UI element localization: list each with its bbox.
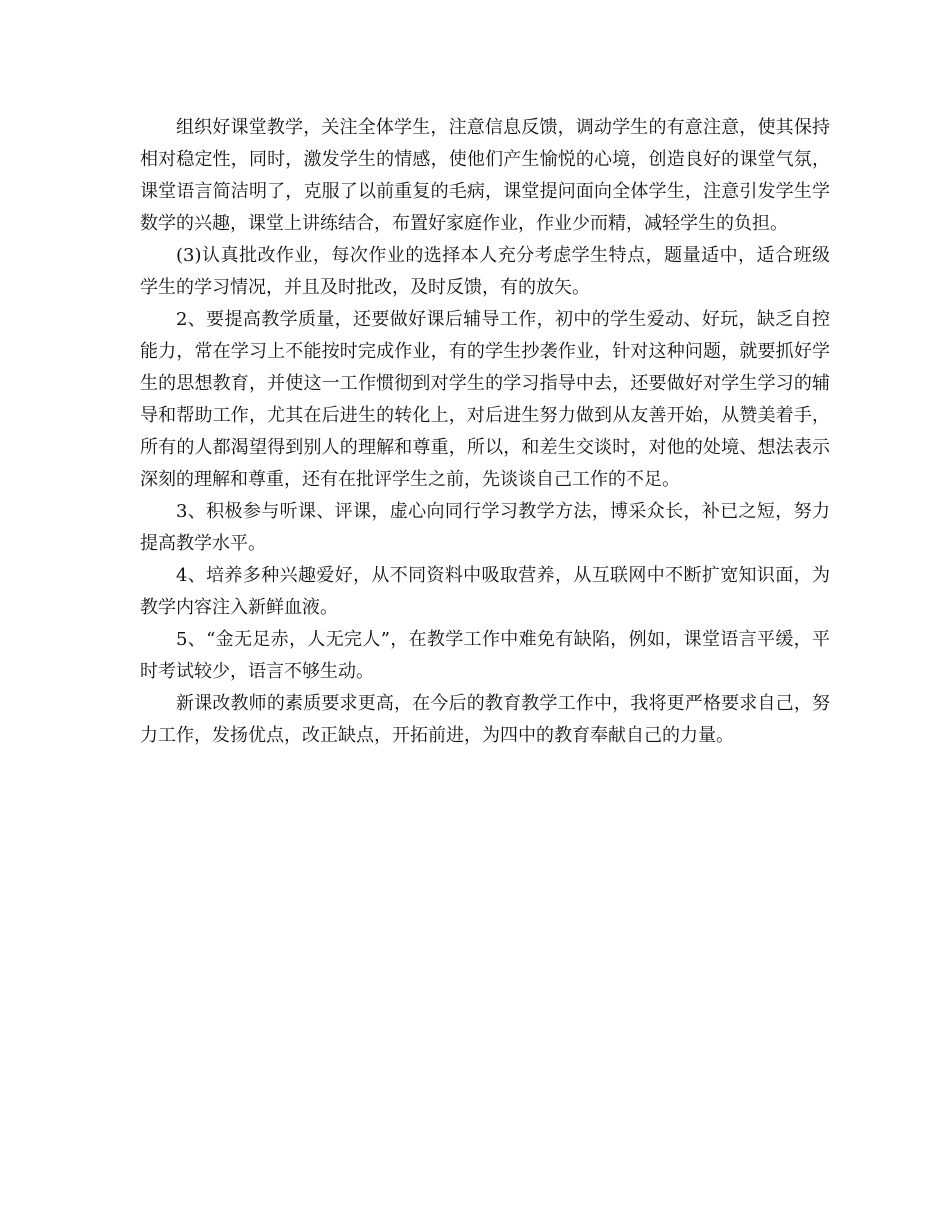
paragraph-shortcomings: 5、“金无足赤，人无完人”，在教学工作中难免有缺陷，例如，课堂语言平缓，平时考试较少，语言不够生动。 [140,629,830,682]
paragraph-lesson-observation: 3、积极参与听课、评课，虚心向同行学习教学方法，博采众长，补已之短，努力提高教学水平。 [140,501,830,554]
document-body [140,112,830,752]
paragraph-classroom-teaching: 组织好课堂教学，关注全体学生，注意信息反馈，调动学生的有意注意，使其保持相对稳定性，同时，激发学生的情感，使他们产生愉悦的心境，创造良好的课堂气氛，课堂语言简洁明了，克服了以前重复的毛病，课堂提问面向全体学生，注意引发学生学数学的兴趣，课堂上讲练结合，布置好家庭作业，作业少而精，减轻学生的负担。 [140,117,830,234]
paragraph-tutoring: 2、要提高教学质量，还要做好课后辅导工作，初中的学生爱动、好玩，缺乏自控能力，常在学习上不能按时完成作业，有的学生抄袭作业，针对这种问题，就要抓好学生的思想教育，并使这一工作惯彻到对学生的学习指导中去，还要做好对学生学习的辅导和帮助工作，尤其在后进生的转化上，对后进生努力做到从友善开始，从赞美着手，所有的人都渴望得到别人的理解和尊重，所以，和差生交谈时，对他的处境、想法表示深刻的理解和尊重，还有在批评学生之前，先谈谈自己工作的不足。 [140,309,830,490]
paragraph-homework-correction: (3)认真批改作业，每次作业的选择本人充分考虑学生特点，题量适中，适合班级学生的学习情况，并且及时批改，及时反馈，有的放矢。 [140,245,830,298]
paragraph-conclusion: 新课改教师的素质要求更高，在今后的教育教学工作中，我将更严格要求自己，努力工作，发扬优点，改正缺点，开拓前进，为四中的教育奉献自己的力量。 [140,693,830,746]
paragraph-interests: 4、培养多种兴趣爱好，从不同资料中吸取营养，从互联网中不断扩宽知识面，为教学内容注入新鲜血液。 [140,565,830,618]
